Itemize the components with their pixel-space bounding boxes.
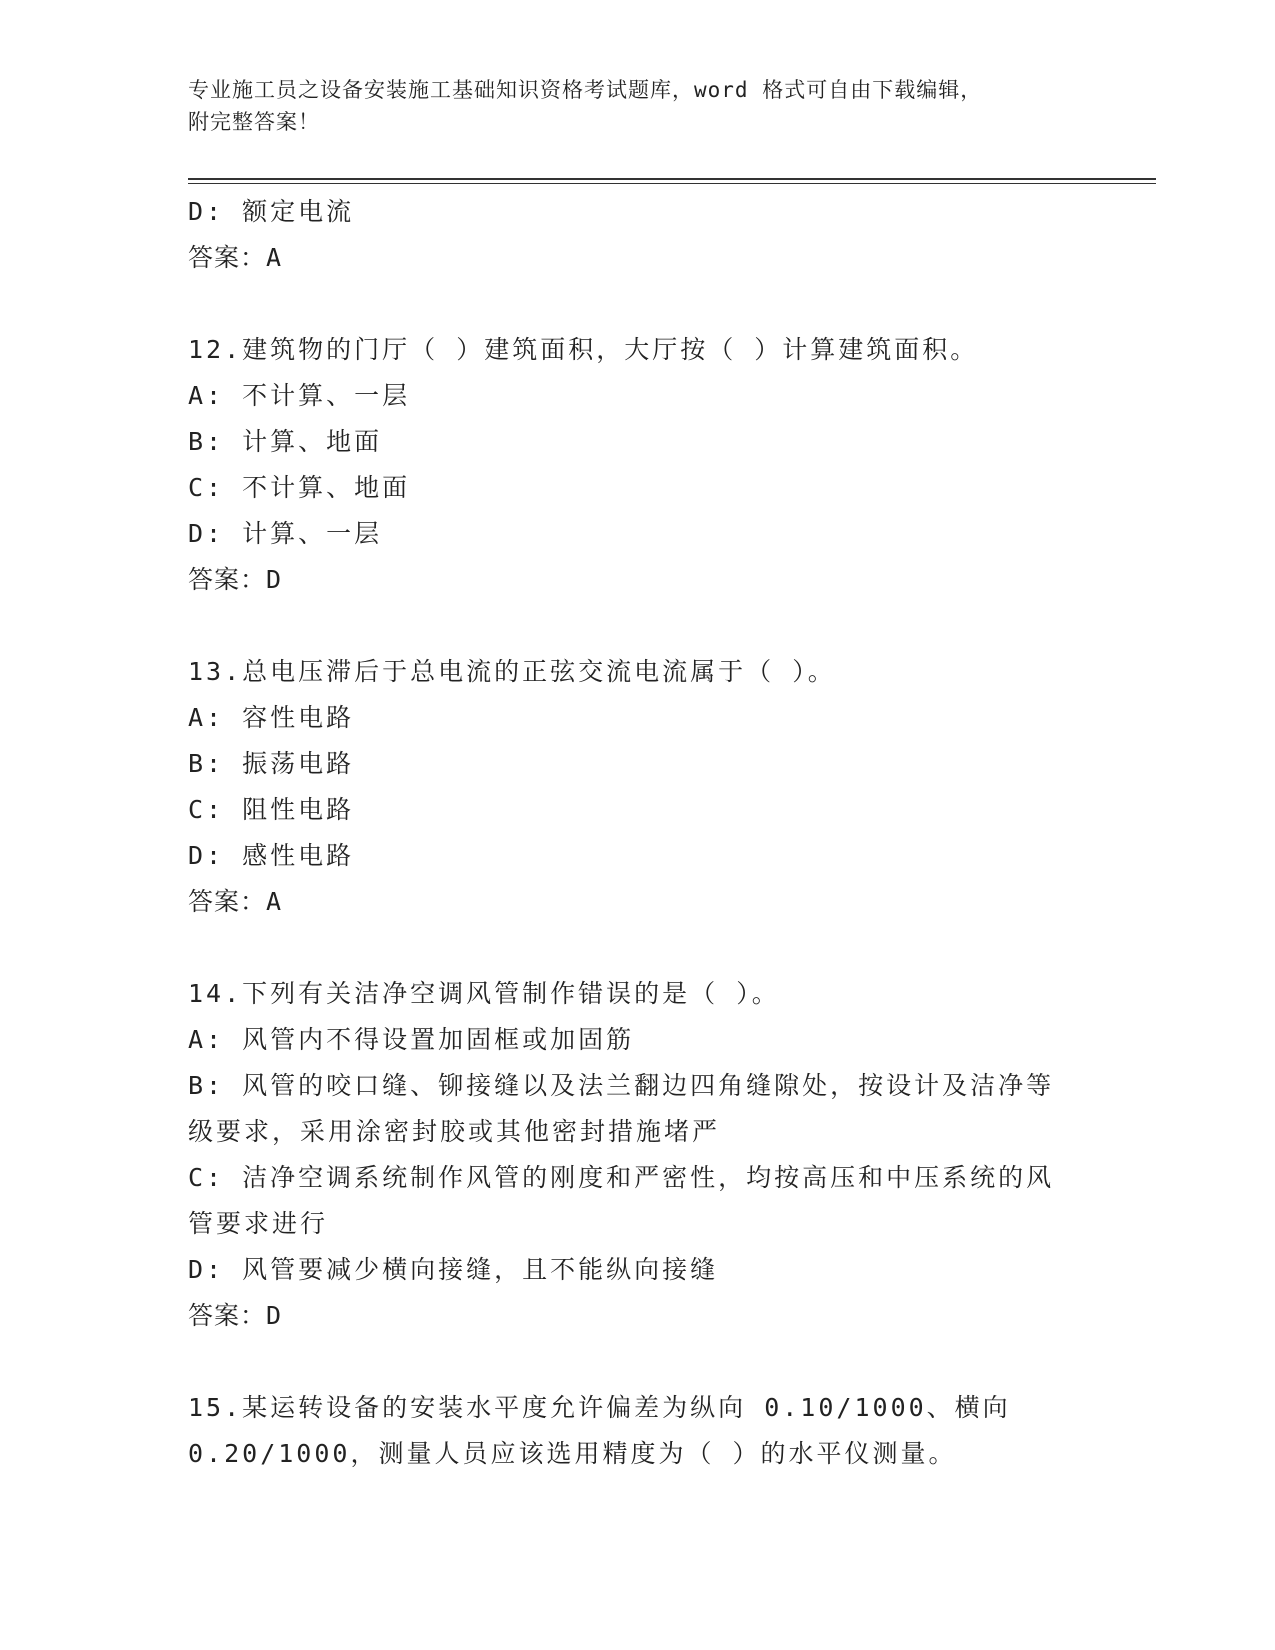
prev-question-option-d: D: 额定电流 (188, 197, 355, 226)
header-line-1: 专业施工员之设备安装施工基础知识资格考试题库，word 格式可自由下载编辑， (188, 78, 983, 102)
question-option: B: 振荡电路 (188, 749, 355, 778)
header-line-2: 附完整答案！ (188, 110, 320, 134)
question-option: C: 不计算、地面 (188, 473, 411, 502)
question-stem: 12.建筑物的门厅（ ）建筑面积，大厅按（ ）计算建筑面积。 (188, 335, 979, 364)
question-option: D: 计算、一层 (188, 519, 383, 548)
question-block (188, 971, 1108, 1385)
question-option: B: 风管的咬口缝、铆接缝以及法兰翻边四角缝隙处，按设计及洁净等 (188, 1071, 1055, 1100)
question-answer: 答案：A (188, 887, 283, 916)
question-block (188, 649, 1108, 971)
header-divider-thin (188, 183, 1156, 184)
question-option: 管要求进行 (188, 1209, 329, 1238)
question-option: A: 容性电路 (188, 703, 355, 732)
document-header (188, 74, 1088, 138)
spacer (188, 925, 1108, 971)
spacer (188, 603, 1108, 649)
question-block (188, 1385, 1108, 1477)
spacer (188, 1339, 1108, 1385)
question-option: A: 不计算、一层 (188, 381, 411, 410)
question-stem: 0.20/1000，测量人员应该选用精度为（ ）的水平仪测量。 (188, 1439, 957, 1468)
question-stem: 13.总电压滞后于总电流的正弦交流电流属于（ ）。 (188, 657, 836, 686)
question-option: 级要求，采用涂密封胶或其他密封措施堵严 (188, 1117, 721, 1146)
question-stem: 14.下列有关洁净空调风管制作错误的是（ ）。 (188, 979, 780, 1008)
question-option: A: 风管内不得设置加固框或加固筋 (188, 1025, 635, 1054)
question-option: C: 洁净空调系统制作风管的刚度和严密性，均按高压和中压系统的风 (188, 1163, 1055, 1192)
question-stem: 15.某运转设备的安装水平度允许偏差为纵向 0.10/1000、横向 (188, 1393, 1011, 1422)
question-list (188, 189, 1108, 1477)
question-option: D: 感性电路 (188, 841, 355, 870)
questions-container (188, 327, 1108, 1477)
question-option: B: 计算、地面 (188, 427, 383, 456)
question-option: D: 风管要减少横向接缝，且不能纵向接缝 (188, 1255, 719, 1284)
question-answer: 答案：D (188, 565, 283, 594)
header-divider-thick (188, 178, 1156, 180)
prev-question-answer: 答案：A (188, 243, 283, 272)
question-answer: 答案：D (188, 1301, 283, 1330)
question-option: C: 阻性电路 (188, 795, 355, 824)
spacer (188, 281, 1108, 327)
question-block (188, 327, 1108, 649)
